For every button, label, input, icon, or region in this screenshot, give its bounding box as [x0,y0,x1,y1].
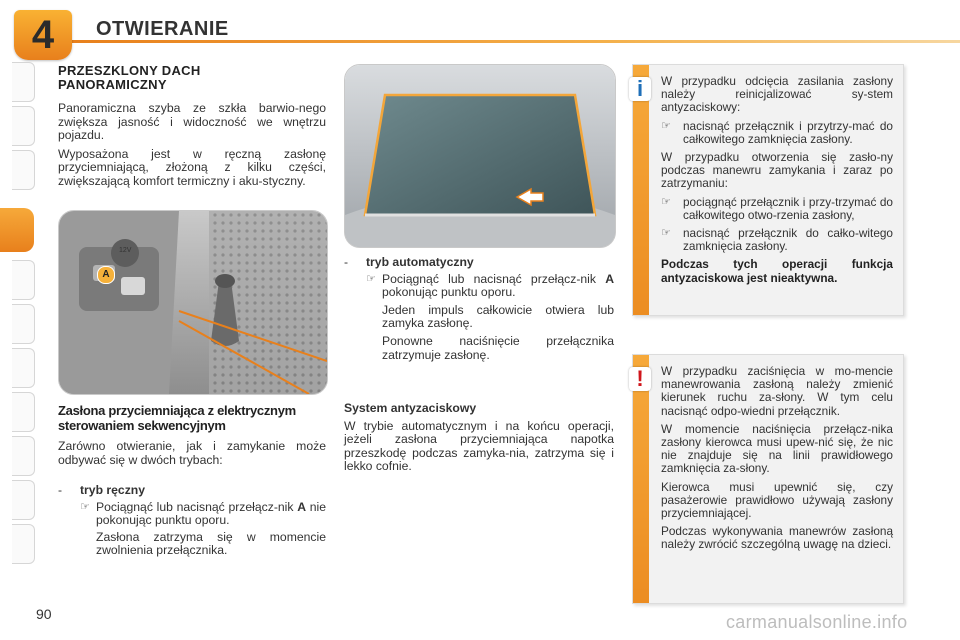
side-tab-11[interactable] [12,524,35,564]
page-title: OTWIERANIE [96,18,229,40]
modes-intro [58,440,326,472]
info-text [661,75,893,290]
antipinch-text: W trybie automatycznym i na końcu operacji, jeżeli zasłona przyciemniająca napotka przeszkodę podczas zamyka-nia, zatrzyma się i lekko cofnie. [344,418,614,474]
manual-mode-block [58,484,326,558]
pointing-hand-icon: ☞ [661,227,671,240]
auto-item-2: Jeden impuls całkowicie otwiera lub zamyka zasłonę. [382,302,614,331]
info-box [632,64,904,316]
chapter-number: 4 [31,13,55,57]
info-item-2 [661,196,893,222]
manual-item-2: Zasłona zatrzyma się w momencie zwolnienia przełącznika. [96,529,326,558]
chapter-tab [14,10,72,60]
modes-intro-text: Zarówno otwieranie, jak i zamykanie może odbywać się w dwóch trybach: [58,439,326,467]
callout-a-badge: A [97,266,115,284]
info-icon: i [629,77,651,101]
section-heading-line2: PANORAMICZNY [58,77,167,92]
intro-para-1: Panoramiczna szyba ze szkła barwio-nego zwiększa jasność i widoczność we wnętrzu pojazdu. [58,101,326,143]
intro-para-2: Wyposażona jest w ręczną zasłonę przyciemniającą, złożoną z kilku części, zwiększającą komfort termiczny i aku-styczny. [58,146,326,188]
warning-para-2: W momencie naciśnięcia przełącz-nika zasłony kierowca musi upew-nić się, że nic nie znajduje się na linii prawidłowego zamknięcia za-słony. [661,421,893,476]
socket-12v-label: 12V [119,247,132,254]
intro-text [58,102,326,194]
info-item-1-text: nacisnąć przełącznik i przytrzy-mać do całkowitego zamknięcia zasłony. [683,118,893,146]
chapter-side-tabs [0,62,40,582]
antipinch-block [344,402,614,474]
info-item-3-text: nacisnąć przełącznik do całko-witego zamknięcia zasłony. [683,226,893,254]
side-tab-7[interactable] [12,348,35,388]
bullet-dash: - [58,483,63,497]
subsection-heading-text: Zasłona przyciemniająca z elektrycznym sterowaniem sekwencyjnym [58,403,296,433]
side-tab-6[interactable] [12,304,35,344]
page-number: 90 [36,606,52,622]
side-tab-4-active[interactable] [0,208,34,252]
subsection-heading [58,403,330,433]
roof-photo-svg [345,65,615,247]
info-item-1 [661,120,893,146]
manual-item-1-post: nie pokonując punktu oporu. [96,499,326,528]
side-tab-9[interactable] [12,436,35,476]
pointing-hand-icon: ☞ [661,119,671,132]
info-para-2: W przypadku otworzenia się zasło-ny podczas manewru zamykania i zaraz po zatrzymaniu: [661,150,893,191]
side-tab-5[interactable] [12,260,35,300]
section-heading [58,64,328,92]
manual-mode-label: tryb ręczny [80,483,146,497]
auto-mode-label: tryb automatyczny [366,255,474,269]
pointing-hand-icon: ☞ [366,272,376,285]
section-heading-line1: PRZESZKLONY DACH [58,63,201,78]
console-switch-photo [58,210,328,395]
auto-item-1-pre: Pociągnąć lub nacisnąć przełącz-nik [382,271,606,286]
manual-mode-heading [58,484,326,498]
watermark-text: carmanualsonline.info [726,612,908,632]
info-strip [633,65,649,315]
side-tab-10[interactable] [12,480,35,520]
auto-mode-block [344,256,614,362]
antipinch-heading: System antyzaciskowy [344,401,477,415]
auto-bullet-dash: - [344,255,349,269]
info-bold-note: Podczas tych operacji funkcja antyzaciskowa jest nieaktywna. [661,257,893,285]
warning-box [632,354,904,604]
info-item-2-text: pociągnąć przełącznik i przy-trzymać do całkowitego otwo-rzenia zasłony, [683,194,893,222]
manual-item-1-bold: A [297,499,306,514]
pointing-hand-icon: ☞ [80,500,90,513]
warning-strip [633,355,649,603]
auto-item-1 [366,273,614,300]
auto-item-1-post: pokonując punktu oporu. [382,285,516,300]
auto-mode-heading [344,256,614,270]
side-tab-8[interactable] [12,392,35,432]
side-tab-3[interactable] [12,150,35,190]
auto-item-3: Ponowne naciśnięcie przełącznika zatrzymuje zasłonę. [382,333,614,362]
manual-item-1 [80,501,326,528]
warning-icon: ! [629,367,651,391]
info-item-3 [661,227,893,253]
auto-item-1-bold: A [605,271,614,286]
panoramic-roof-photo [344,64,616,248]
console-photo-svg [59,211,327,394]
side-tab-2[interactable] [12,106,35,146]
info-para-1: W przypadku odcięcia zasilania zasłony należy reinicjalizować sy-stem antyzaciskowy: [661,74,893,115]
warning-para-1: W przypadku zaciśnięcia w mo-mencie manewrowania zasłoną należy zmienić kierunek ruchu za-słony. W tym celu nacisnąć odpo-wiedni przełącznik. [661,364,893,418]
warning-para-4: Podczas wykonywania manewrów zasłoną należy zwrócić szczególną uwagę na dzieci. [661,524,893,552]
warning-text [661,365,893,557]
warning-para-3: Kierowca musi upewnić się, czy pasażerowie prawidłowo używają zasłony przyciemniającej. [661,479,893,521]
manual-item-1-pre: Pociągnąć lub nacisnąć przełącz-nik [96,499,298,514]
pointing-hand-icon: ☞ [661,195,671,208]
side-tab-1[interactable] [12,62,35,102]
